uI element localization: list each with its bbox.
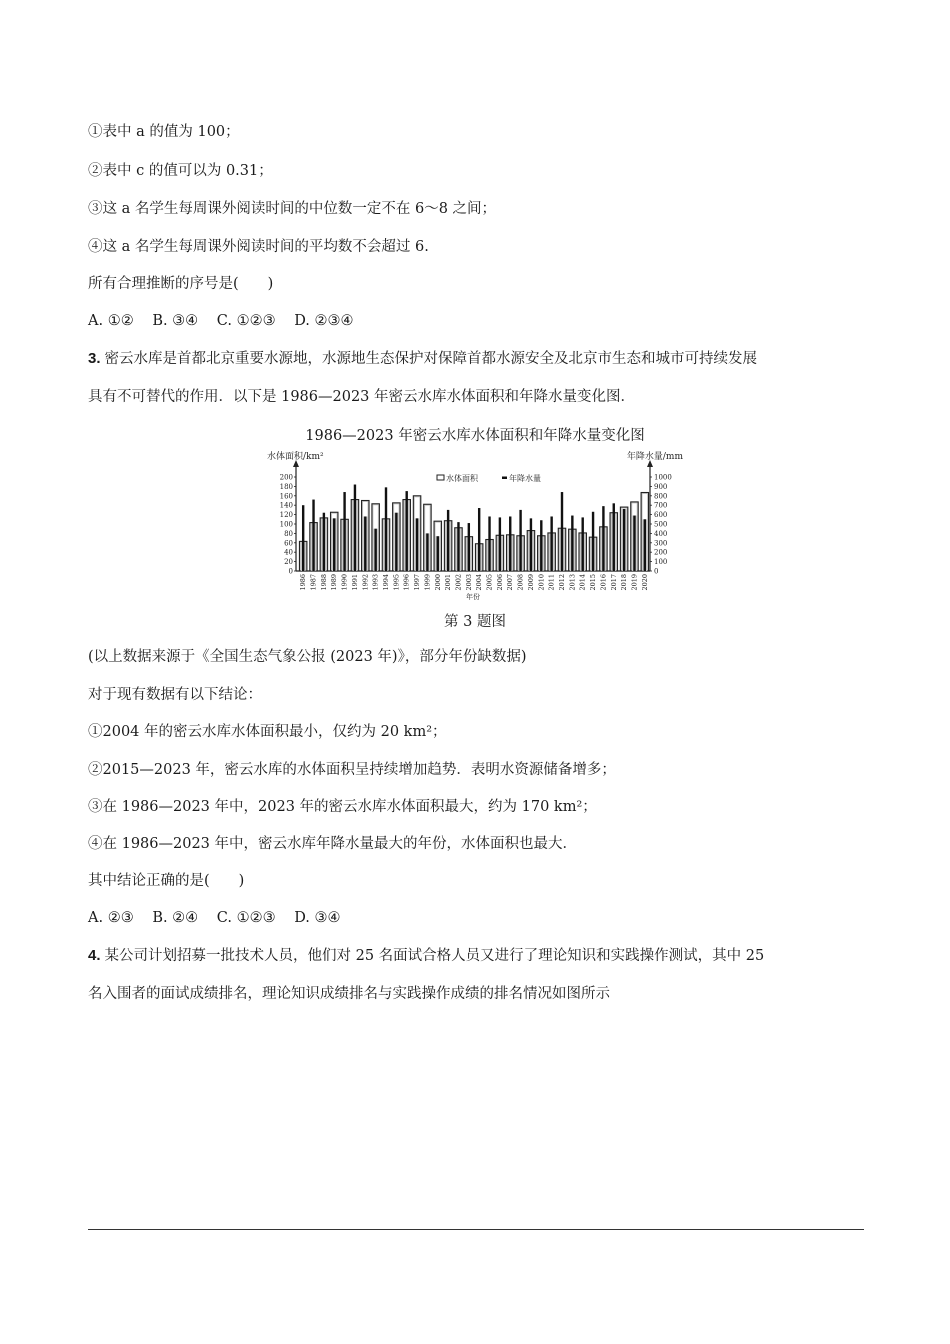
- svg-text:2005: 2005: [485, 574, 494, 591]
- svg-text:2019: 2019: [630, 574, 639, 591]
- svg-text:2011: 2011: [547, 574, 556, 591]
- q3-stem-line1: [88, 349, 757, 369]
- question-number: 4.: [88, 947, 101, 964]
- svg-text:40: 40: [284, 548, 293, 557]
- svg-text:1996: 1996: [402, 574, 411, 591]
- svg-text:500: 500: [654, 520, 668, 529]
- figure-caption: 第 3 题图: [444, 614, 506, 630]
- svg-text:120: 120: [279, 511, 293, 520]
- svg-text:1987: 1987: [309, 574, 318, 591]
- svg-text:2009: 2009: [526, 574, 535, 591]
- svg-text:80: 80: [284, 529, 293, 538]
- svg-text:100: 100: [279, 520, 293, 529]
- option-b: B. ②④: [152, 910, 199, 926]
- source-note: (以上数据来源于《全国生态气象公报 (2023 年)》，部分年份缺数据): [88, 649, 527, 665]
- svg-text:1986: 1986: [299, 574, 308, 591]
- conclusions-intro: 对于现有数据有以下结论：: [88, 687, 262, 703]
- svg-text:200: 200: [279, 473, 293, 482]
- option-c: C. ①②③: [216, 313, 276, 329]
- svg-text:1995: 1995: [392, 574, 401, 591]
- svg-text:2006: 2006: [495, 574, 504, 591]
- svg-text:年份: 年份: [466, 593, 480, 601]
- svg-text:1988: 1988: [319, 574, 328, 591]
- svg-text:年降水量/mm: 年降水量/mm: [626, 452, 683, 462]
- svg-text:1000: 1000: [654, 473, 672, 482]
- option-d: D. ③④: [294, 910, 341, 926]
- svg-text:2000: 2000: [433, 574, 442, 591]
- svg-text:160: 160: [279, 492, 293, 501]
- svg-text:2001: 2001: [444, 574, 453, 591]
- svg-text:1992: 1992: [361, 574, 370, 591]
- option-c: C. ①②③: [216, 910, 276, 926]
- svg-text:180: 180: [279, 482, 293, 491]
- option-d: D. ②③④: [294, 313, 354, 329]
- svg-text:2018: 2018: [620, 574, 629, 591]
- conclusion-4: ④在 1986—2023 年中，密云水库年降水量最大的年份，水体面积也最大．: [88, 836, 578, 852]
- svg-text:2017: 2017: [609, 574, 618, 591]
- svg-text:100: 100: [654, 558, 668, 567]
- svg-text:800: 800: [654, 492, 668, 501]
- conclusion-3: ③在 1986—2023 年中，2023 年的密云水库水体面积最大，约为 170 km²；: [88, 799, 597, 815]
- svg-text:1990: 1990: [340, 574, 349, 591]
- answer-options: [88, 311, 368, 331]
- question-number: 3.: [88, 350, 101, 367]
- q3-stem-text: 密云水库是首都北京重要水源地，水源地生态保护对保障首都水源安全及北京市生态和城市可持续发展: [104, 351, 758, 367]
- svg-text:60: 60: [284, 539, 293, 548]
- q4-stem-line1: [88, 946, 764, 966]
- svg-text:2010: 2010: [537, 574, 546, 591]
- chart-title: 1986—2023 年密云水库水体面积和年降水量变化图: [305, 428, 645, 444]
- svg-text:1989: 1989: [330, 574, 339, 591]
- svg-text:700: 700: [654, 501, 668, 510]
- svg-text:0: 0: [654, 567, 659, 576]
- svg-text:900: 900: [654, 482, 668, 491]
- statement-3: ③这 a 名学生每周课外阅读时间的中位数一定不在 6～8 之间；: [88, 201, 497, 217]
- svg-text:2012: 2012: [558, 574, 566, 591]
- svg-text:20: 20: [284, 558, 293, 567]
- conclusion-2: ②2015—2023 年，密云水库的水体面积呈持续增加趋势．表明水资源储备增多；: [88, 762, 616, 778]
- conclusion-1: ①2004 年的密云水库水体面积最小，仅约为 20 km²；: [88, 724, 447, 740]
- svg-text:300: 300: [654, 539, 668, 548]
- svg-text:水体面积: 水体面积: [446, 474, 478, 483]
- q3-prompt: 其中结论正确的是( ): [88, 873, 245, 889]
- svg-text:2007: 2007: [506, 574, 515, 591]
- svg-text:2013: 2013: [568, 574, 577, 591]
- q3-answer-options: [88, 908, 355, 928]
- svg-text:400: 400: [654, 529, 668, 538]
- svg-text:年降水量: 年降水量: [509, 474, 541, 483]
- q4-stem-line2: 名入围者的面试成绩排名，理论知识成绩排名与实践操作成绩的排名情况如图所示: [88, 986, 610, 1002]
- option-a: A. ①②: [88, 313, 134, 329]
- q4-stem-text: 某公司计划招募一批技术人员，他们对 25 名面试合格人员又进行了理论知识和实践操作测试，其中 25: [104, 948, 765, 964]
- svg-text:2014: 2014: [578, 574, 587, 591]
- svg-text:1991: 1991: [350, 574, 359, 591]
- svg-text:2020: 2020: [640, 574, 649, 591]
- svg-text:水体面积/km²: 水体面积/km²: [267, 452, 324, 462]
- option-b: B. ③④: [152, 313, 199, 329]
- page-divider: [88, 1229, 864, 1230]
- svg-text:600: 600: [654, 511, 668, 520]
- svg-text:1997: 1997: [413, 574, 422, 591]
- statement-4: ④这 a 名学生每周课外阅读时间的平均数不会超过 6.: [88, 239, 429, 255]
- svg-text:2008: 2008: [516, 574, 525, 591]
- statement-1: ①表中 a 的值为 100；: [88, 124, 240, 140]
- svg-text:1994: 1994: [382, 574, 390, 591]
- svg-text:2003: 2003: [464, 574, 473, 591]
- bar-chart: [265, 447, 685, 602]
- q3-stem-line2: 具有不可替代的作用．以下是 1986—2023 年密云水库水体面积和年降水量变化图．: [88, 389, 636, 405]
- question-prompt: 所有合理推断的序号是( ): [88, 276, 274, 292]
- svg-text:2004: 2004: [475, 574, 484, 591]
- svg-text:0: 0: [288, 567, 293, 576]
- svg-text:200: 200: [654, 548, 668, 557]
- svg-text:1993: 1993: [371, 574, 380, 591]
- svg-text:1999: 1999: [423, 574, 432, 591]
- svg-text:2002: 2002: [454, 574, 463, 591]
- statement-2: ②表中 c 的值可以为 0.31；: [88, 163, 273, 179]
- svg-text:2015: 2015: [589, 574, 598, 591]
- svg-text:140: 140: [279, 501, 293, 510]
- option-a: A. ②③: [88, 910, 134, 926]
- svg-text:2016: 2016: [599, 574, 608, 591]
